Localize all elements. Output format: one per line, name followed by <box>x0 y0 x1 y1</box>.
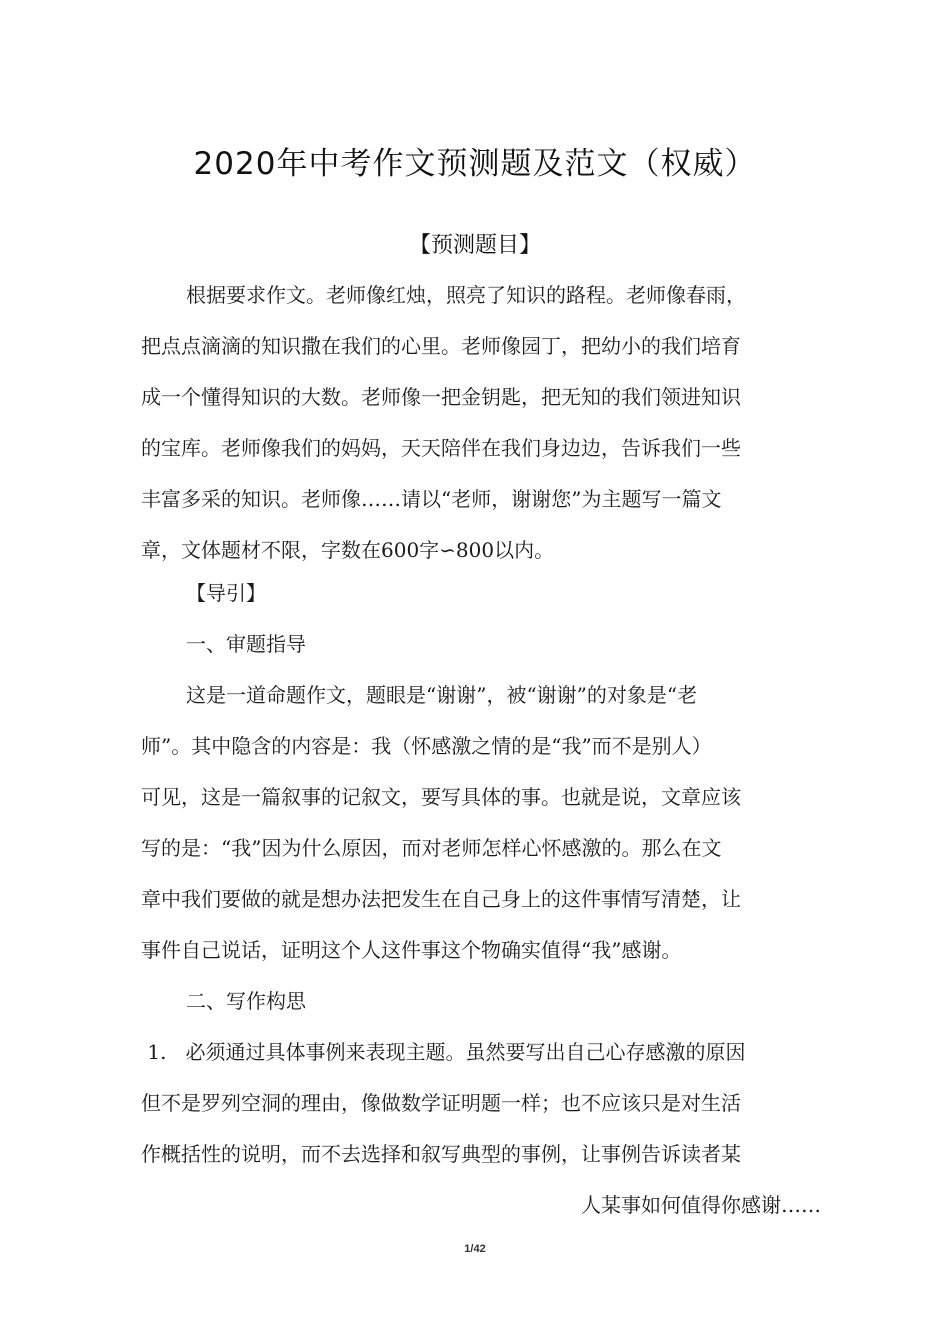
page-number: 1/42 <box>464 1243 486 1255</box>
guide-line: 章中我们要做的就是想办法把发生在自己身上的这件事情写清楚，让 <box>141 887 741 911</box>
guide-line: 师”。其中隐含的内容是：我（怀感激之情的是“我”而不是别人） <box>141 734 712 758</box>
prompt-line: 章，文体题材不限，字数在600字∽800以内。 <box>141 538 555 562</box>
prompt-line: 的宝库。老师像我们的妈妈，天天陪伴在我们身边边，告诉我们一些 <box>141 436 741 460</box>
subheading-structure: 二、写作构思 <box>186 989 306 1013</box>
guide-line: 事件自己说话，证明这个人这件事这个物确实值得“我”感谢。 <box>141 938 682 962</box>
guide-line: 这是一道命题作文，题眼是“谢谢”，被“谢谢”的对象是“老 <box>186 683 698 707</box>
guide-line: 写的是：“我”因为什么原因，而对老师怎样心怀感激的。那么在文 <box>141 836 722 860</box>
point-line: 1. 必须通过具体事例来表现主题。虽然要写出自己心存感激的原因 <box>141 1040 746 1064</box>
section-heading-prompt: 【预测题目】 <box>408 233 541 258</box>
document-title: 2020年中考作文预测题及范文（权威） <box>193 146 757 182</box>
guide-line: 可见，这是一篇叙事的记叙文，要写具体的事。也就是说，文章应该 <box>141 785 741 809</box>
prompt-paragraph <box>141 270 821 576</box>
prompt-line: 根据要求作文。老师像红烛，照亮了知识的路程。老师像春雨， <box>186 283 746 307</box>
subheading-review: 一、审题指导 <box>186 632 306 656</box>
prompt-line: 成一个懂得知识的大数。老师像一把金钥匙，把无知的我们领进知识 <box>141 385 741 409</box>
guide-section <box>141 568 821 1231</box>
point-line: 但不是罗列空洞的理由，像做数学证明题一样；也不应该只是对生活 <box>141 1091 741 1115</box>
section-heading-guide: 【导引】 <box>186 581 266 605</box>
point-line: 作概括性的说明，而不去选择和叙写典型的事例，让事例告诉读者某 <box>141 1142 741 1166</box>
prompt-line: 丰富多采的知识。老师像……请以“老师，谢谢您”为主题写一篇文 <box>141 487 722 511</box>
point-line: 人某事如何值得你感谢…… <box>581 1193 821 1217</box>
prompt-line: 把点点滴滴的知识撒在我们的心里。老师像园丁，把幼小的我们培育 <box>141 334 741 358</box>
